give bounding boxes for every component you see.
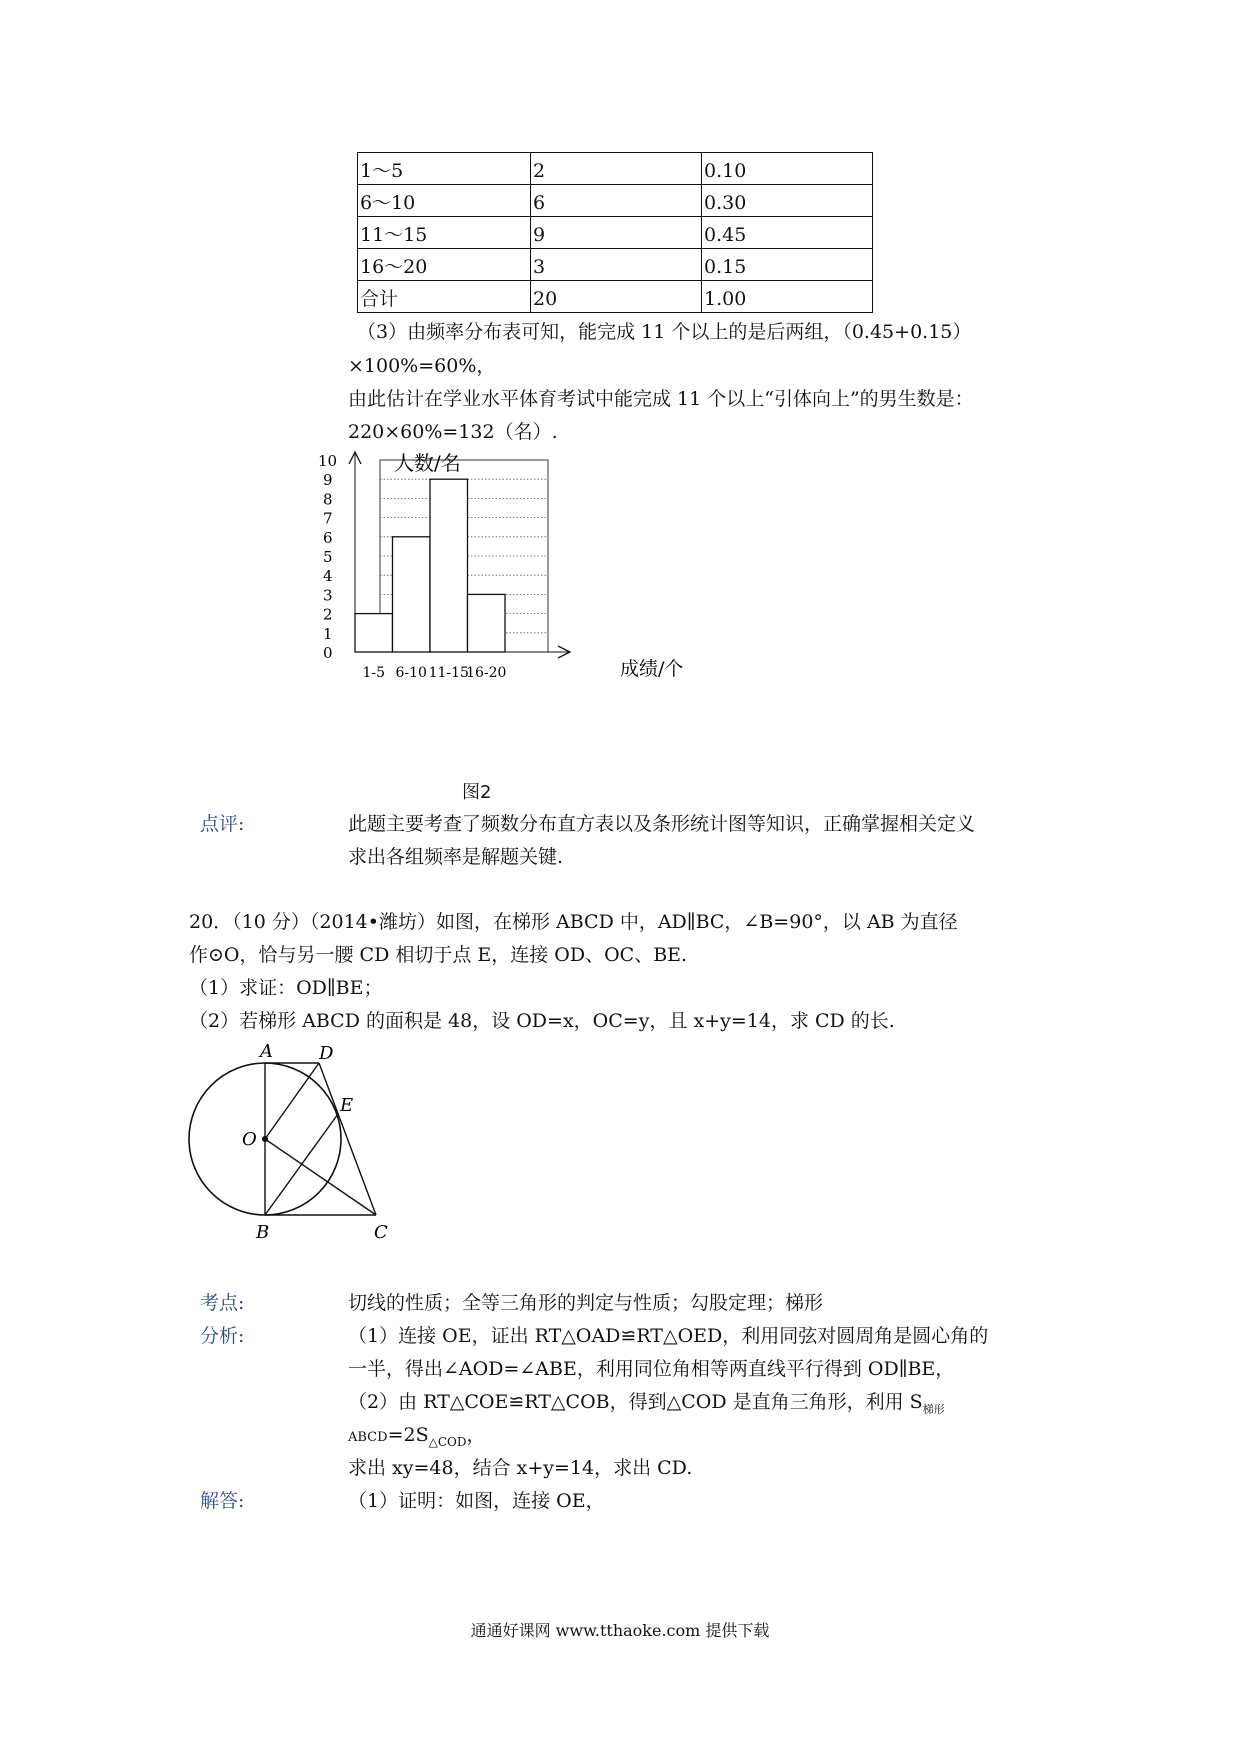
fenxi-line4-abcd: ABCD <box>348 1430 388 1445</box>
page-footer: 通通好课网 www.tthaoke.com 提供下载 <box>470 1621 770 1640</box>
bar-16-20 <box>468 594 506 652</box>
table-cell: 1～5 <box>358 153 531 185</box>
histogram-chart <box>318 450 710 775</box>
kaodian-text: 切线的性质；全等三角形的判定与性质；勾股定理；梯形 <box>348 1292 824 1314</box>
table-cell: 20 <box>531 281 702 313</box>
y-axis-label: 人数/名 <box>394 451 461 475</box>
center-point-o <box>262 1136 268 1142</box>
y-tick-label: 0 <box>323 644 333 662</box>
bar-11-15 <box>430 479 468 652</box>
fenxi-line5: 求出 xy=48，结合 x+y=14，求出 CD. <box>348 1457 693 1479</box>
comment-label: 点评: <box>200 813 245 835</box>
part3-line4: 220×60%=132（名）. <box>348 421 558 443</box>
table-cell: 6 <box>531 185 702 217</box>
fenxi-line2: 一半，得出∠AOD=∠ABE，利用同位角相等两直线平行得到 OD∥BE， <box>348 1358 955 1380</box>
kaodian-label: 考点: <box>200 1292 245 1314</box>
label-b: B <box>256 1222 270 1243</box>
table-cell: 2 <box>531 153 702 185</box>
table-cell: 0.45 <box>702 217 873 249</box>
fenxi-line3 <box>348 1389 945 1423</box>
label-d: D <box>319 1043 334 1064</box>
figure-caption: 图2 <box>462 782 492 803</box>
table-cell: 0.30 <box>702 185 873 217</box>
y-tick-label: 5 <box>323 548 333 566</box>
frequency-table <box>357 152 873 313</box>
table-cell: 6～10 <box>358 185 531 217</box>
x-tick-label: 11-15 <box>428 665 469 681</box>
label-e: E <box>340 1095 354 1116</box>
x-tick-label: 1-5 <box>362 665 386 681</box>
table-cell: 9 <box>531 217 702 249</box>
fenxi-line3-subscript: 梯形 <box>922 1402 945 1416</box>
x-tick-label: 16-20 <box>466 665 507 681</box>
part3-line1: （3）由频率分布表可知，能完成 11 个以上的是后两组，（0.45+0.15） <box>357 321 972 343</box>
table-cell: 0.10 <box>702 153 873 185</box>
segment-oc <box>265 1139 376 1215</box>
y-tick-label: 4 <box>323 567 333 586</box>
part3-line3: 由此估计在学业水平体育考试中能完成 11 个以上“引体向上”的男生数是： <box>348 388 974 410</box>
fenxi-line3-text: （2）由 RT△COE≌RT△COB，得到△COD 是直角三角形，利用 S <box>348 1391 923 1413</box>
table-cell: 1.00 <box>702 281 873 313</box>
table-row <box>358 249 873 281</box>
table-row <box>358 281 873 313</box>
y-tick-label: 3 <box>323 586 333 605</box>
fenxi-line1: （1）连接 OE，证出 RT△OAD≌RT△OED，利用同弦对圆周角是圆心角的 <box>348 1325 989 1347</box>
q20-line3: （1）求证：OD∥BE； <box>189 977 383 999</box>
comment-line1: 此题主要考查了频数分布直方表以及条形统计图等知识，正确掌握相关定义 <box>348 813 976 835</box>
comment-line2: 求出各组频率是解题关键. <box>348 846 564 868</box>
jieda-label: 解答: <box>200 1490 245 1512</box>
table-cell: 16～20 <box>358 249 531 281</box>
y-tick-label: 7 <box>323 509 333 528</box>
q20-line2: 作⊙O，恰与另一腰 CD 相切于点 E，连接 OD、OC、BE. <box>189 944 688 966</box>
label-c: C <box>374 1222 388 1243</box>
segment-be <box>265 1114 338 1215</box>
q20-line1: 20．（10 分）（2014•潍坊）如图，在梯形 ABCD 中，AD∥BC，∠B=90°，以 AB 为直径 <box>189 911 958 933</box>
fenxi-line4-comma: ， <box>466 1424 486 1446</box>
x-axis-label: 成绩/个 <box>620 658 684 680</box>
y-tick-label: 1 <box>323 624 333 643</box>
fenxi-line4 <box>348 1422 485 1455</box>
label-a: A <box>260 1041 273 1062</box>
table-row <box>358 217 873 249</box>
fenxi-label: 分析: <box>200 1325 245 1347</box>
segment-od <box>265 1063 319 1139</box>
y-tick-label: 9 <box>323 471 333 490</box>
bar-6-10 <box>393 537 431 652</box>
y-tick-label: 2 <box>323 605 333 624</box>
geometry-figure <box>180 1040 410 1250</box>
table-row <box>358 153 873 185</box>
y-tick-label: 8 <box>323 490 333 509</box>
bar-1-5 <box>355 614 393 652</box>
table-cell: 0.15 <box>702 249 873 281</box>
segment-dc <box>319 1063 376 1215</box>
label-o: O <box>242 1129 257 1150</box>
table-cell: 11～15 <box>358 217 531 249</box>
part3-line2: ×100%=60%， <box>348 355 496 377</box>
fenxi-line4-eq: =2S <box>387 1424 429 1446</box>
q20-line4: （2）若梯形 ABCD 的面积是 48，设 OD=x，OC=y，且 x+y=14，求 CD 的长. <box>189 1010 895 1032</box>
table-row <box>358 185 873 217</box>
jieda-line1: （1）证明：如图，连接 OE， <box>348 1490 605 1512</box>
y-tick-label: 10 <box>318 452 338 470</box>
y-tick-label: 6 <box>323 528 333 547</box>
table-cell: 合计 <box>358 281 531 313</box>
table-cell: 3 <box>531 249 702 281</box>
fenxi-line4-subscript: △COD <box>428 1434 467 1449</box>
x-tick-label: 6-10 <box>395 665 427 681</box>
